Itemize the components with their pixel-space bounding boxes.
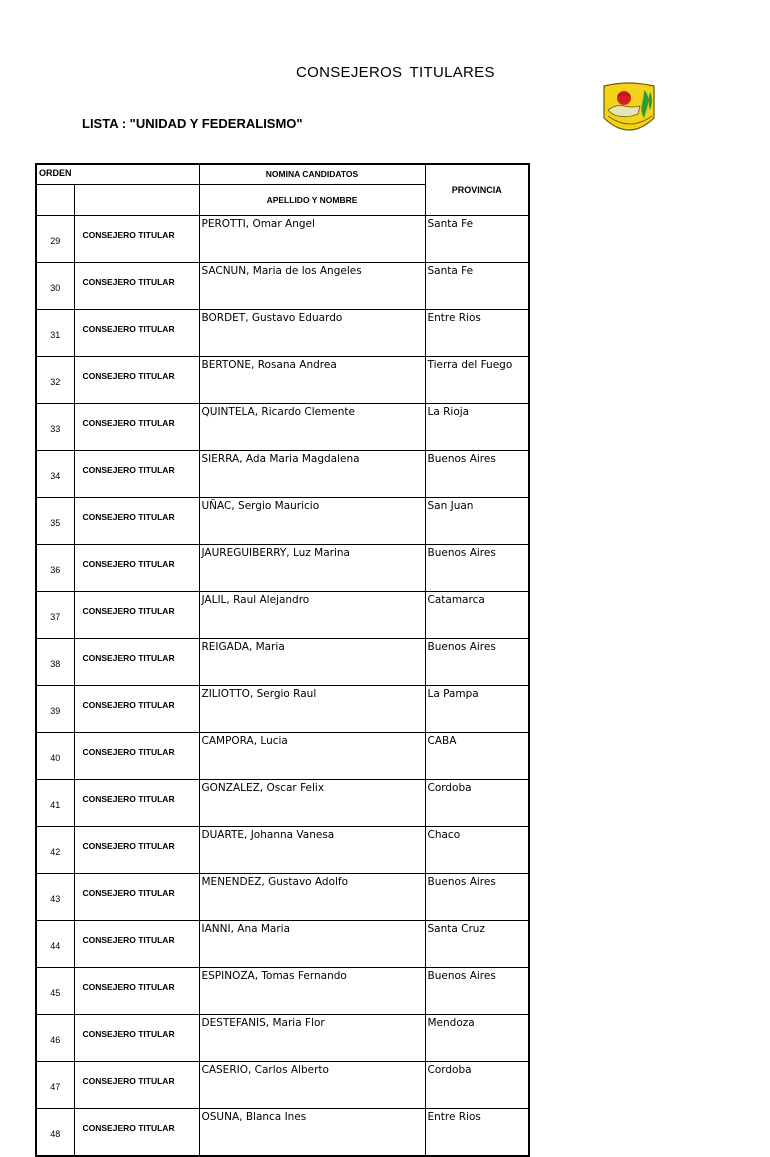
nombre-cell: IANNI, Ana Maria bbox=[199, 921, 425, 968]
cargo-cell: CONSEJERO TITULAR bbox=[74, 1062, 199, 1109]
orden-cell: 47 bbox=[36, 1062, 74, 1109]
nombre-cell: GONZALEZ, Oscar Felix bbox=[199, 780, 425, 827]
cargo-cell: CONSEJERO TITULAR bbox=[74, 216, 199, 263]
cargo-cell: CONSEJERO TITULAR bbox=[74, 968, 199, 1015]
nombre-cell: MENENDEZ, Gustavo Adolfo bbox=[199, 874, 425, 921]
orden-cell: 33 bbox=[36, 404, 74, 451]
table-row bbox=[36, 263, 529, 310]
header-empty-2 bbox=[74, 185, 199, 216]
provincia-cell: Entre Rios bbox=[425, 310, 529, 357]
orden-cell: 42 bbox=[36, 827, 74, 874]
nombre-cell: QUINTELA, Ricardo Clemente bbox=[199, 404, 425, 451]
provincia-cell: Santa Cruz bbox=[425, 921, 529, 968]
provincia-cell: Santa Fe bbox=[425, 263, 529, 310]
table-row bbox=[36, 733, 529, 780]
provincia-cell: Catamarca bbox=[425, 592, 529, 639]
nombre-cell: OSUNA, Blanca Ines bbox=[199, 1109, 425, 1157]
table-row bbox=[36, 780, 529, 827]
cargo-cell: CONSEJERO TITULAR bbox=[74, 263, 199, 310]
table-row bbox=[36, 874, 529, 921]
header-provincia: PROVINCIA bbox=[425, 164, 529, 216]
provincia-cell: Chaco bbox=[425, 827, 529, 874]
provincia-cell: San Juan bbox=[425, 498, 529, 545]
cargo-cell: CONSEJERO TITULAR bbox=[74, 357, 199, 404]
provincia-cell: Cordoba bbox=[425, 780, 529, 827]
cargo-cell: CONSEJERO TITULAR bbox=[74, 686, 199, 733]
table-row bbox=[36, 404, 529, 451]
table-row bbox=[36, 921, 529, 968]
nombre-cell: ESPINOZA, Tomas Fernando bbox=[199, 968, 425, 1015]
cargo-cell: CONSEJERO TITULAR bbox=[74, 1015, 199, 1062]
cargo-cell: CONSEJERO TITULAR bbox=[74, 451, 199, 498]
provincia-cell: Cordoba bbox=[425, 1062, 529, 1109]
provincia-cell: La Rioja bbox=[425, 404, 529, 451]
table-row bbox=[36, 1062, 529, 1109]
provincia-cell: Mendoza bbox=[425, 1015, 529, 1062]
cargo-cell: CONSEJERO TITULAR bbox=[74, 545, 199, 592]
orden-cell: 31 bbox=[36, 310, 74, 357]
page-title: CONSEJEROS TITULARES bbox=[296, 64, 495, 81]
orden-cell: 40 bbox=[36, 733, 74, 780]
cargo-cell: CONSEJERO TITULAR bbox=[74, 310, 199, 357]
table-row bbox=[36, 827, 529, 874]
orden-cell: 44 bbox=[36, 921, 74, 968]
provincia-cell: Buenos Aires bbox=[425, 874, 529, 921]
table-row bbox=[36, 968, 529, 1015]
list-name: LISTA : "UNIDAD Y FEDERALISMO" bbox=[82, 116, 303, 131]
orden-cell: 36 bbox=[36, 545, 74, 592]
nombre-cell: DUARTE, Johanna Vanesa bbox=[199, 827, 425, 874]
party-shield-logo-icon bbox=[598, 80, 660, 138]
candidates-table bbox=[35, 163, 530, 1157]
orden-cell: 43 bbox=[36, 874, 74, 921]
orden-cell: 46 bbox=[36, 1015, 74, 1062]
provincia-cell: Buenos Aires bbox=[425, 639, 529, 686]
provincia-cell: Buenos Aires bbox=[425, 545, 529, 592]
cargo-cell: CONSEJERO TITULAR bbox=[74, 874, 199, 921]
nombre-cell: ZILIOTTO, Sergio Raul bbox=[199, 686, 425, 733]
table-row bbox=[36, 545, 529, 592]
nombre-cell: DESTEFANIS, Maria Flor bbox=[199, 1015, 425, 1062]
table-row bbox=[36, 639, 529, 686]
cargo-cell: CONSEJERO TITULAR bbox=[74, 404, 199, 451]
cargo-cell: CONSEJERO TITULAR bbox=[74, 780, 199, 827]
table-row bbox=[36, 357, 529, 404]
table-row bbox=[36, 310, 529, 357]
nombre-cell: UÑAC, Sergio Mauricio bbox=[199, 498, 425, 545]
table-row bbox=[36, 592, 529, 639]
provincia-cell: Buenos Aires bbox=[425, 451, 529, 498]
table-row bbox=[36, 451, 529, 498]
orden-cell: 37 bbox=[36, 592, 74, 639]
orden-cell: 38 bbox=[36, 639, 74, 686]
table-row bbox=[36, 216, 529, 263]
nombre-cell: JALIL, Raul Alejandro bbox=[199, 592, 425, 639]
header-orden: ORDEN bbox=[36, 164, 74, 185]
orden-cell: 39 bbox=[36, 686, 74, 733]
orden-cell: 35 bbox=[36, 498, 74, 545]
provincia-cell: La Pampa bbox=[425, 686, 529, 733]
cargo-cell: CONSEJERO TITULAR bbox=[74, 921, 199, 968]
nombre-cell: BERTONE, Rosana Andrea bbox=[199, 357, 425, 404]
orden-cell: 30 bbox=[36, 263, 74, 310]
orden-cell: 29 bbox=[36, 216, 74, 263]
nombre-cell: JAUREGUIBERRY, Luz Marina bbox=[199, 545, 425, 592]
nombre-cell: BORDET, Gustavo Eduardo bbox=[199, 310, 425, 357]
header-empty-1 bbox=[36, 185, 74, 216]
orden-cell: 45 bbox=[36, 968, 74, 1015]
nombre-cell: CASERIO, Carlos Alberto bbox=[199, 1062, 425, 1109]
header-nomina: NOMINA CANDIDATOS bbox=[199, 164, 425, 185]
provincia-cell: Tierra del Fuego bbox=[425, 357, 529, 404]
table-row bbox=[36, 498, 529, 545]
header-blank bbox=[74, 164, 199, 185]
nombre-cell: REIGADA, Maria bbox=[199, 639, 425, 686]
header-apellido: APELLIDO Y NOMBRE bbox=[199, 185, 425, 216]
provincia-cell: Santa Fe bbox=[425, 216, 529, 263]
cargo-cell: CONSEJERO TITULAR bbox=[74, 733, 199, 780]
orden-cell: 32 bbox=[36, 357, 74, 404]
cargo-cell: CONSEJERO TITULAR bbox=[74, 1109, 199, 1157]
cargo-cell: CONSEJERO TITULAR bbox=[74, 498, 199, 545]
nombre-cell: SACNUN, Maria de los Angeles bbox=[199, 263, 425, 310]
provincia-cell: CABA bbox=[425, 733, 529, 780]
nombre-cell: PEROTTI, Omar Angel bbox=[199, 216, 425, 263]
table-row bbox=[36, 1015, 529, 1062]
cargo-cell: CONSEJERO TITULAR bbox=[74, 639, 199, 686]
cargo-cell: CONSEJERO TITULAR bbox=[74, 827, 199, 874]
provincia-cell: Buenos Aires bbox=[425, 968, 529, 1015]
nombre-cell: CAMPORA, Lucia bbox=[199, 733, 425, 780]
table-row bbox=[36, 1109, 529, 1157]
orden-cell: 34 bbox=[36, 451, 74, 498]
cargo-cell: CONSEJERO TITULAR bbox=[74, 592, 199, 639]
provincia-cell: Entre Rios bbox=[425, 1109, 529, 1157]
orden-cell: 48 bbox=[36, 1109, 74, 1157]
orden-cell: 41 bbox=[36, 780, 74, 827]
table-row bbox=[36, 686, 529, 733]
nombre-cell: SIERRA, Ada Maria Magdalena bbox=[199, 451, 425, 498]
